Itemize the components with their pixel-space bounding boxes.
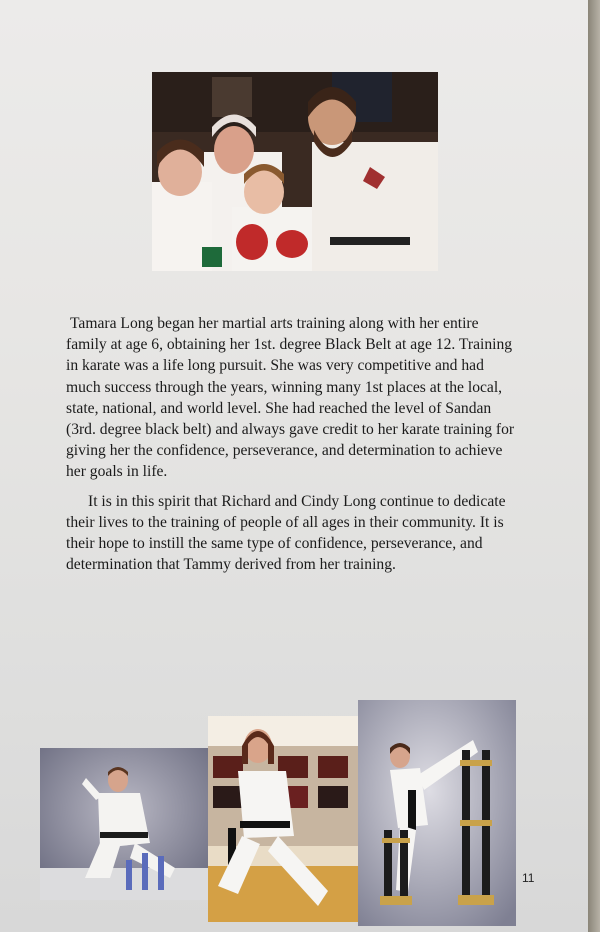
body-text: [66, 313, 516, 575]
family-photo: [152, 72, 438, 271]
paragraph-2: It is in this spirit that Richard and Cindy Long continue to dedicate their lives to the training of people of all ages in their community. It is their hope to instill the same type of confidence, perseverance, and determination that Tammy derived from her training.: [66, 492, 506, 574]
karate-pose-photo-left: [40, 748, 208, 900]
karate-kick-photo-right: [358, 700, 516, 926]
karate-pose-photo-center: [208, 716, 358, 922]
page-number: 11: [522, 871, 535, 885]
page-edge: [588, 0, 600, 932]
paragraph-1: Tamara Long began her martial arts training along with her entire family at age 6, obtaining her 1st. degree Black Belt at age 12. Training in karate was a life long pursuit. She was very competitive and had much success through the years, winning many 1st places at the local, state, national, and world level. She had reached the level of Sandan (3rd. degree black belt) and always gave credit to her karate training for giving her the confidence, perseverance, and determination to achieve her goals in life.: [66, 315, 515, 481]
